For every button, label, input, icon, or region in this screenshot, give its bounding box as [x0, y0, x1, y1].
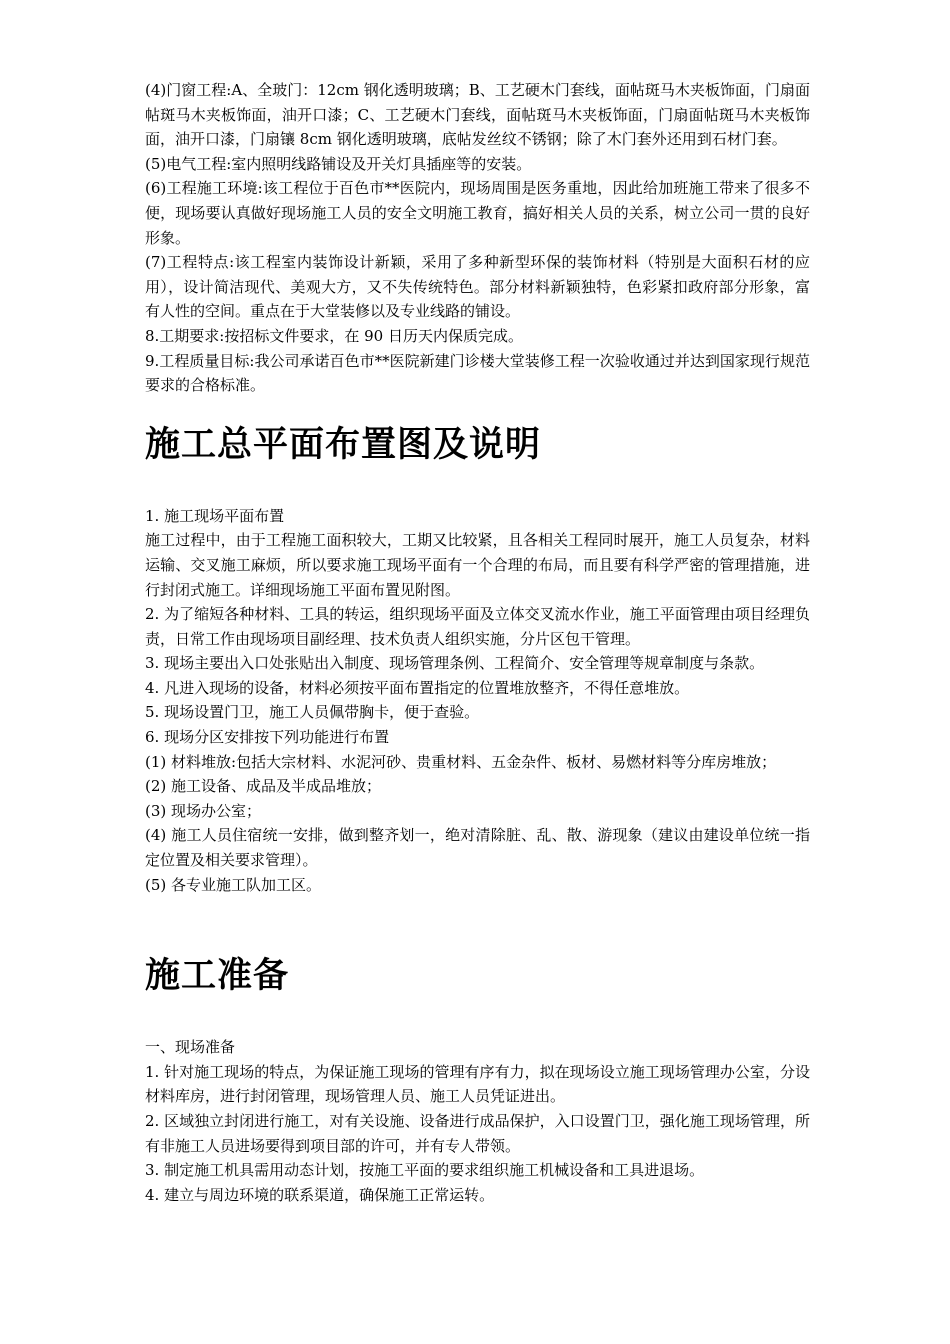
paragraph: 4. 凡进入现场的设备，材料必须按平面布置指定的位置堆放整齐，不得任意堆放。 — [145, 678, 690, 697]
paragraph: 2. 为了缩短各种材料、工具的转运，组织现场平面及立体交叉流水作业，施工平面管理由项目经理负责，日常工作由现场项目副经理、技术负责人组织实施，分片区包干管理。 — [145, 605, 810, 648]
paragraph: 1. 针对施工现场的特点，为保证施工现场的管理有序有力，拟在现场设立施工现场管理办公室，分设材料库房，进行封闭管理，现场管理人员、施工人员凭证进出。 — [145, 1062, 810, 1106]
paragraph: 9.工程质量目标:我公司承诺百色市**医院新建门诊楼大堂装修工程一次验收通过并达到国家现行规范要求的合格标准。 — [145, 351, 810, 395]
layout-section — [145, 504, 810, 898]
paragraph: (4) 施工人员住宿统一安排，做到整齐划一，绝对清除脏、乱、散、游现象（建议由建设单位统一指定位置及相关要求管理）。 — [145, 826, 810, 870]
section-heading-prep: 施工准备 — [145, 956, 290, 997]
paragraph: (1) 材料堆放:包括大宗材料、水泥河砂、贵重材料、五金杂件、板材、易燃材料等分库房堆放； — [145, 752, 777, 771]
paragraph: 施工过程中，由于工程施工面积较大，工期又比较紧，且各相关工程同时展开，施工人员复杂，材料运输、交叉施工麻烦，所以要求施工现场平面有一个合理的布局，而且要有科学严密的管理措施，进行封闭式施工。详细现场施工平面布置见附图。 — [145, 531, 810, 599]
paragraph: 3. 现场主要出入口处张贴出入制度、现场管理条例、工程简介、安全管理等规章制度与条款。 — [145, 654, 765, 673]
paragraph: (2) 施工设备、成品及半成品堆放； — [145, 777, 382, 796]
paragraph: (6)工程施工环境:该工程位于百色市**医院内，现场周围是医务重地，因此给加班施工带来了很多不便，现场要认真做好现场施工人员的安全文明施工教育，搞好相关人员的关系，树立公司一贯的良好形象。 — [145, 179, 810, 247]
paragraph: (5)电气工程:室内照明线路铺设及开关灯具插座等的安装。 — [145, 154, 532, 173]
paragraph: 5. 现场设置门卫，施工人员佩带胸卡，便于查验。 — [145, 703, 480, 722]
paragraph: 3. 制定施工机具需用动态计划，按施工平面的要求组织施工机械设备和工具进退场。 — [145, 1161, 705, 1180]
document-page — [145, 78, 810, 1207]
intro-section — [145, 78, 810, 398]
paragraph: (4)门窗工程:A、全玻门：12cm 钢化透明玻璃；B、工艺硬木门套线，面帖斑马木夹板饰面，门扇面帖斑马木夹板饰面，油开口漆；C、工艺硬木门套线，面帖斑马木夹板饰面，门扇面帖斑马木夹板饰面，油开口漆，门扇镶 8cm 钢化透明玻璃，底帖发丝纹不锈钢；除了木门套外还用到石材门套。 — [145, 81, 810, 149]
paragraph: 4. 建立与周边环境的联系渠道，确保施工正常运转。 — [145, 1185, 495, 1204]
paragraph: 8.工期要求:按招标文件要求，在 90 日历天内保质完成。 — [145, 326, 523, 345]
paragraph: (7)工程特点:该工程室内装饰设计新颖，采用了多种新型环保的装饰材料（特别是大面积石材的应用），设计简洁现代、美观大方，又不失传统特色。部分材料新颖独特，色彩紧扣政府部分形象，富有人性的空间。重点在于大堂装修以及专业线路的铺设。 — [145, 253, 810, 321]
paragraph: 1. 施工现场平面布置 — [145, 506, 285, 525]
paragraph: 6. 现场分区安排按下列功能进行布置 — [145, 728, 390, 747]
section-heading-layout: 施工总平面布置图及说明 — [145, 424, 542, 465]
paragraph: 2. 区域独立封闭进行施工，对有关设施、设备进行成品保护，入口设置门卫，强化施工现场管理，所有非施工人员进场要得到项目部的许可，并有专人带领。 — [145, 1112, 810, 1155]
prep-section — [145, 1035, 810, 1207]
paragraph: (5) 各专业施工队加工区。 — [145, 875, 322, 894]
paragraph: 一、现场准备 — [145, 1038, 236, 1057]
paragraph: (3) 现场办公室； — [145, 801, 262, 820]
